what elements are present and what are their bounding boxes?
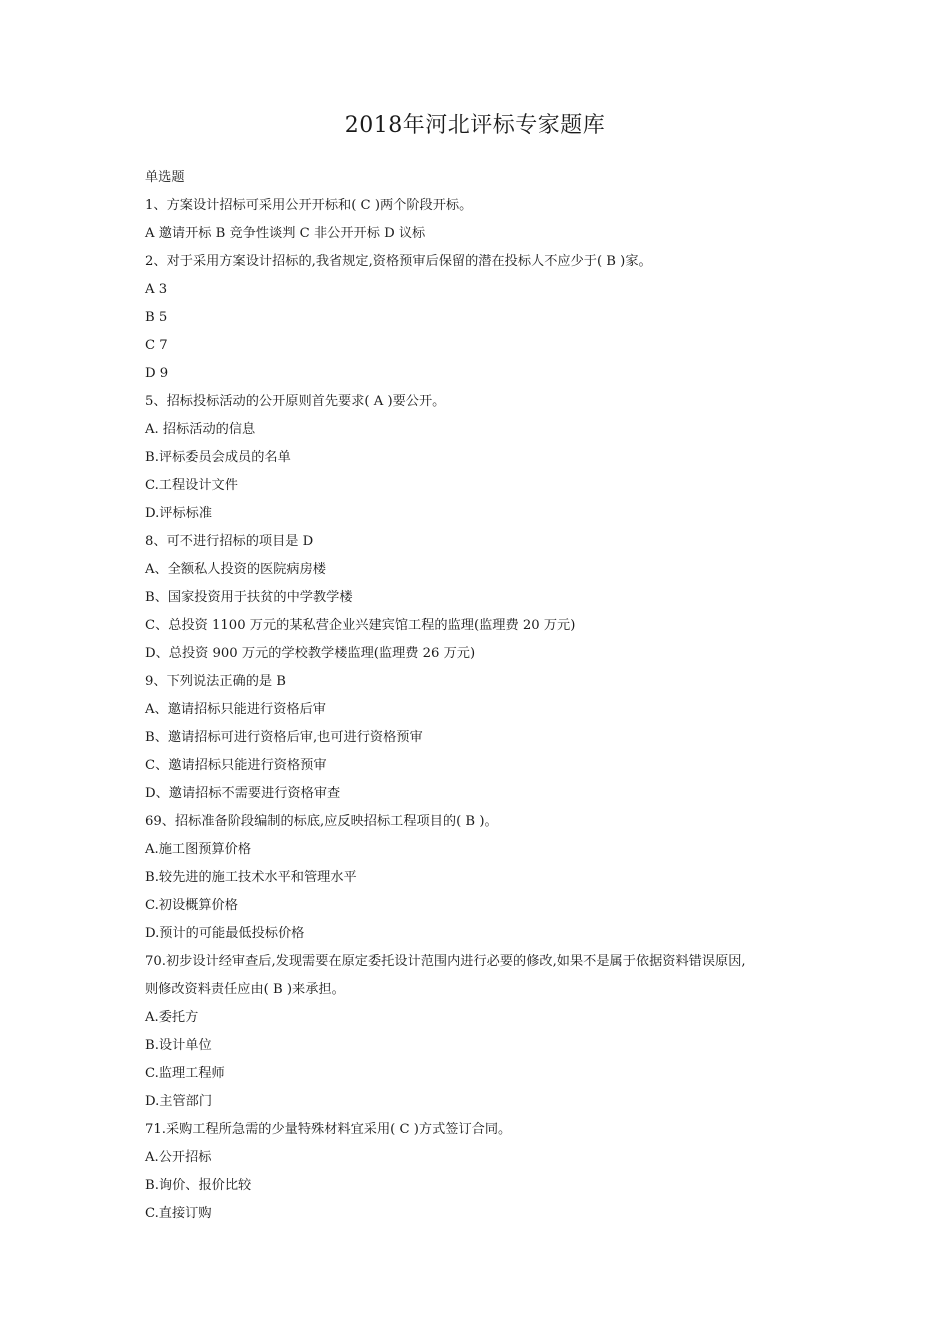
answer-option: D 9 xyxy=(145,366,169,381)
question-text: 9、下列说法正确的是 B xyxy=(145,674,286,689)
answer-option: B.设计单位 xyxy=(145,1038,212,1053)
answer-option: C 7 xyxy=(145,338,168,353)
document-title: 2018年河北评标专家题库 xyxy=(344,113,606,138)
answer-option: C.初设概算价格 xyxy=(145,898,238,913)
answer-option: A. 招标活动的信息 xyxy=(145,422,256,437)
question-text: 70.初步设计经审查后,发现需要在原定委托设计范围内进行必要的修改,如果不是属于依据资料错误原因, xyxy=(145,954,746,969)
question-text: 1、方案设计招标可采用公开开标和( C )两个阶段开标。 xyxy=(145,198,473,213)
answer-option: A.施工图预算价格 xyxy=(145,842,252,857)
answer-option: B、邀请招标可进行资格后审,也可进行资格预审 xyxy=(145,730,423,745)
question-text: 69、招标准备阶段编制的标底,应反映招标工程项目的( B )。 xyxy=(145,814,498,829)
answer-option: B 5 xyxy=(145,310,168,325)
question-text-continued: 则修改资料责任应由( B )来承担。 xyxy=(145,982,345,997)
question-text: 5、招标投标活动的公开原则首先要求( A )要公开。 xyxy=(145,394,446,409)
answer-option: D.主管部门 xyxy=(145,1094,213,1109)
answer-option: C.工程设计文件 xyxy=(145,478,238,493)
answer-option: C.直接订购 xyxy=(145,1206,212,1221)
answer-option: A、全额私人投资的医院病房楼 xyxy=(145,562,326,577)
question-text: 8、可不进行招标的项目是 D xyxy=(145,534,314,549)
answer-option: C、邀请招标只能进行资格预审 xyxy=(145,758,327,773)
question-text: 71.采购工程所急需的少量特殊材料宜采用( C )方式签订合同。 xyxy=(145,1122,512,1137)
answer-option: D.预计的可能最低投标价格 xyxy=(145,926,305,941)
answer-option: C、总投资 1100 万元的某私营企业兴建宾馆工程的监理(监理费 20 万元) xyxy=(145,618,576,633)
section-heading: 单选题 xyxy=(145,170,185,185)
answer-option: A.委托方 xyxy=(145,1010,199,1025)
answer-option: A、邀请招标只能进行资格后审 xyxy=(145,702,326,717)
answer-option: B、国家投资用于扶贫的中学教学楼 xyxy=(145,590,353,605)
answer-option: B.评标委员会成员的名单 xyxy=(145,450,291,465)
answer-option: A.公开招标 xyxy=(145,1150,212,1165)
answer-option: B.较先进的施工技术水平和管理水平 xyxy=(145,870,357,885)
answer-option: A 3 xyxy=(145,282,168,297)
answer-option: D.评标标准 xyxy=(145,506,213,521)
answer-option: D、总投资 900 万元的学校教学楼监理(监理费 26 万元) xyxy=(145,646,476,661)
question-list xyxy=(145,164,815,1228)
answer-option: B.询价、报价比较 xyxy=(145,1178,252,1193)
answer-option: D、邀请招标不需要进行资格审查 xyxy=(145,786,341,801)
question-text: 2、对于采用方案设计招标的,我省规定,资格预审后保留的潜在投标人不应少于( B )家。 xyxy=(145,254,652,269)
answer-option: A 邀请开标 B 竞争性谈判 C 非公开开标 D 议标 xyxy=(145,226,426,241)
answer-option: C.监理工程师 xyxy=(145,1066,225,1081)
